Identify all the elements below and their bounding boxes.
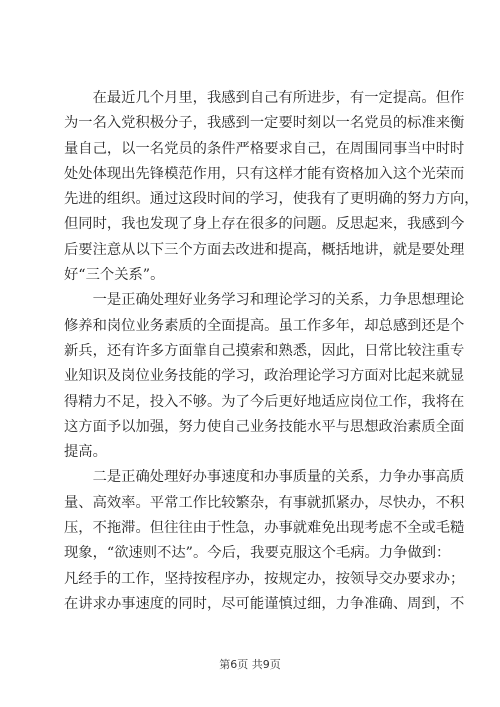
text-line: 新兵，还有许多方面靠自己摸索和熟悉，因此，日常比较注重专 bbox=[64, 342, 465, 359]
page-number-footer: 第6页 共9页 bbox=[219, 658, 281, 671]
text-line: 二是正确处理好办事速度和办事质量的关系，力争办事高质 bbox=[92, 469, 465, 486]
text-line: 一是正确处理好业务学习和理论学习的关系，力争思想理论 bbox=[92, 292, 465, 309]
text-line: 但同时，我也发现了身上存在很多的问题。反思起来，我感到今 bbox=[64, 216, 465, 233]
document-body bbox=[64, 86, 479, 617]
text-line: 为一名入党积极分子，我感到一定要时刻以一名党员的标准来衡 bbox=[64, 115, 465, 132]
text-line: 量、高效率。平常工作比较繁杂，有事就抓紧办，尽快办，不积 bbox=[64, 494, 465, 511]
text-line: 得精力不足，投入不够。为了今后更好地适应岗位工作，我将在 bbox=[64, 393, 465, 410]
text-line: 凡经手的工作，坚持按程序办，按规定办，按领导交办要求办； bbox=[64, 570, 465, 587]
text-line: 现象，“欲速则不达”。今后，我要克服这个毛病。力争做到： bbox=[64, 545, 451, 562]
text-line: 业知识及岗位业务技能的学习，政治理论学习方面对比起来就显 bbox=[64, 368, 465, 385]
paragraph-2 bbox=[64, 288, 465, 465]
text-line: 处处体现出先锋模范作用，只有这样才能有资格加入这个光荣而 bbox=[64, 165, 465, 182]
text-line: 在讲求办事速度的同时，尽可能谨慎过细，力争准确、周到，不 bbox=[64, 595, 465, 612]
text-line: 好“三个关系”。 bbox=[64, 267, 165, 284]
text-line: 在最近几个月里，我感到自己有所进步，有一定提高。但作 bbox=[92, 90, 465, 106]
paragraph-3 bbox=[64, 465, 465, 617]
text-line: 提高。 bbox=[64, 444, 107, 461]
text-line: 这方面予以加强，努力使自己业务技能水平与思想政治素质全面 bbox=[64, 418, 465, 435]
text-line: 修养和岗位业务素质的全面提高。虽工作多年，却总感到还是个 bbox=[64, 317, 465, 334]
text-line: 先进的组织。通过这段时间的学习，使我有了更明确的努力方向， bbox=[64, 191, 479, 208]
text-line: 量自己，以一名党员的条件严格要求自己，在周围同事当中时时 bbox=[64, 140, 465, 157]
paragraph-1 bbox=[64, 86, 479, 288]
text-line: 后要注意从以下三个方面去改进和提高，概括地讲，就是要处理 bbox=[64, 241, 465, 258]
text-line: 压，不拖滞。但往往由于性急，办事就难免出现考虑不全或毛糙 bbox=[64, 520, 465, 537]
